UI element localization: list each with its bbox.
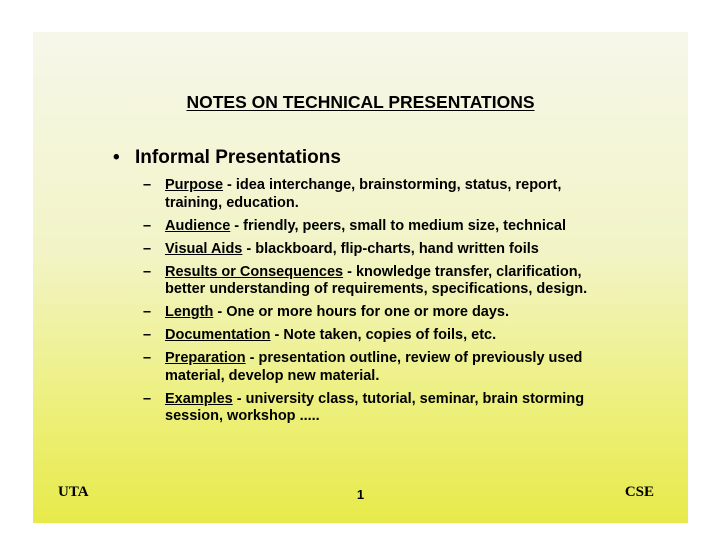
sub-item-list (143, 177, 613, 431)
list-item (143, 304, 613, 322)
item-text: - idea interchange, brainstorming, status, report, training, education. (165, 177, 562, 211)
list-item (143, 391, 613, 426)
footer-right: CSE (624, 484, 654, 500)
list-item (143, 264, 613, 299)
item-term: Results or Consequences (165, 263, 344, 280)
dash-glyph: – (143, 390, 152, 407)
slide (33, 32, 688, 523)
list-item (143, 177, 613, 212)
dash-glyph: – (143, 304, 152, 320)
item-term: Examples (165, 390, 233, 407)
dash-glyph: – (143, 177, 152, 193)
item-term: Audience (165, 217, 231, 234)
dash-glyph: – (143, 217, 152, 234)
dash-glyph: – (143, 327, 152, 343)
item-text: - knowledge transfer, clarification, better understanding of requirements, specifications, design. (165, 263, 588, 297)
item-term: Length (165, 304, 214, 320)
bullet-glyph: • (113, 147, 120, 168)
item-term: Visual Aids (165, 240, 243, 257)
item-text: - friendly, peers, small to medium size, technical (230, 217, 567, 234)
dash-glyph: – (143, 350, 152, 366)
dash-glyph: – (143, 263, 152, 280)
main-bullet-text: Informal Presentations (135, 147, 341, 168)
list-item (143, 350, 613, 385)
item-text: - presentation outline, review of previously used material, develop new material. (165, 350, 583, 384)
item-text: - university class, tutorial, seminar, brain storming session, workshop ..... (165, 390, 585, 424)
page-number: 1 (356, 487, 365, 502)
list-item (143, 327, 613, 345)
item-term: Purpose (165, 177, 224, 193)
list-item (143, 241, 613, 259)
main-bullet (113, 147, 341, 169)
list-item (143, 218, 613, 236)
footer-left: UTA (58, 484, 89, 500)
item-text: - blackboard, flip-charts, hand written foils (242, 240, 539, 257)
item-text: - Note taken, copies of foils, etc. (270, 327, 497, 343)
slide-title: NOTES ON TECHNICAL PRESENTATIONS (186, 92, 535, 112)
item-text: - One or more hours for one or more days. (213, 304, 510, 320)
item-term: Preparation (165, 350, 246, 366)
dash-glyph: – (143, 240, 152, 257)
item-term: Documentation (165, 327, 271, 343)
